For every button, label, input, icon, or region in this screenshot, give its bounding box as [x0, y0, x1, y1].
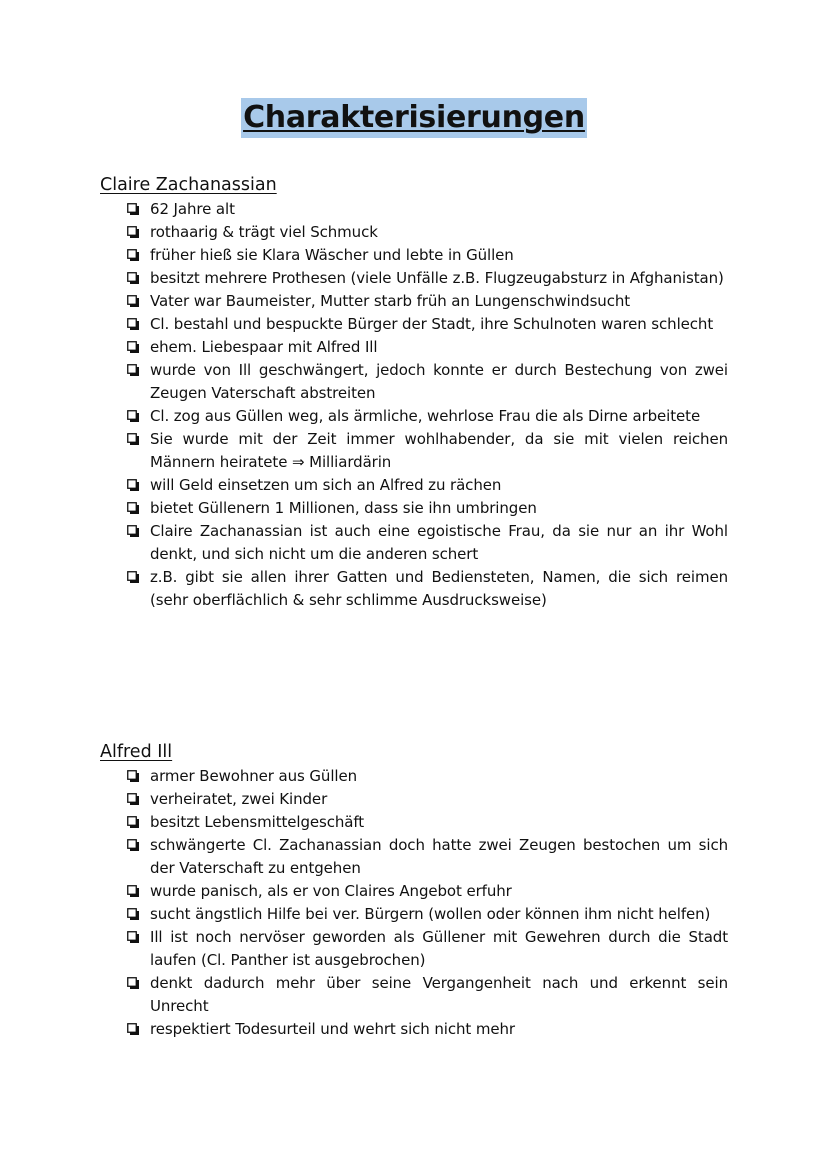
list-item [100, 359, 728, 405]
list-item-text: Cl. zog aus Güllen weg, als ärmliche, wehrlose Frau die als Dirne arbeitete [150, 407, 701, 425]
checkbox-bullet-icon [127, 433, 139, 445]
section-claire [100, 173, 728, 612]
list-item [100, 244, 728, 267]
checkbox-bullet-icon [127, 839, 139, 851]
list-item-text: respektiert Todesurteil und wehrt sich nicht mehr [150, 1020, 515, 1038]
page-title: Charakterisierungen [241, 98, 587, 138]
list-item-text: verheiratet, zwei Kinder [150, 790, 328, 808]
checkbox-bullet-icon [127, 1023, 139, 1035]
list-item-text: besitzt mehrere Prothesen (viele Unfälle z.B. Flugzeugabsturz in Afghanistan) [150, 269, 724, 287]
checkbox-bullet-icon [127, 908, 139, 920]
checkbox-bullet-icon [127, 816, 139, 828]
section-heading-claire: Claire Zachanassian [100, 175, 277, 195]
checkbox-bullet-icon [127, 249, 139, 261]
list-item-text: Claire Zachanassian ist auch eine egoistische Frau, da sie nur an ihr Wohl denkt, und sich nicht um die anderen schert [150, 522, 728, 563]
list-item-text: Cl. bestahl und bespuckte Bürger der Stadt, ihre Schulnoten waren schlecht [150, 315, 714, 333]
checkbox-bullet-icon [127, 793, 139, 805]
checkbox-bullet-icon [127, 571, 139, 583]
list-item-text: denkt dadurch mehr über seine Vergangenheit nach und erkennt sein Unrecht [150, 974, 728, 1015]
list-item-text: sucht ängstlich Hilfe bei ver. Bürgern (wollen oder können ihm nicht helfen) [150, 905, 711, 923]
list-item [100, 290, 728, 313]
checkbox-bullet-icon [127, 502, 139, 514]
list-item-text: Ill ist noch nervöser geworden als Güllener mit Gewehren durch die Stadt laufen (Cl. Panther ist ausgebrochen) [150, 928, 728, 969]
checkbox-bullet-icon [127, 203, 139, 215]
checkbox-bullet-icon [127, 364, 139, 376]
list-item-text: schwängerte Cl. Zachanassian doch hatte zwei Zeugen bestochen um sich der Vaterschaft zu entgehen [150, 836, 728, 877]
list-item-text: Vater war Baumeister, Mutter starb früh an Lungenschwindsucht [150, 292, 631, 310]
checkbox-bullet-icon [127, 770, 139, 782]
list-item-text: früher hieß sie Klara Wäscher und lebte in Güllen [150, 246, 514, 264]
checkbox-bullet-icon [127, 272, 139, 284]
list-item-text: rothaarig & trägt viel Schmuck [150, 223, 378, 241]
list-claire [100, 198, 728, 612]
checkbox-bullet-icon [127, 525, 139, 537]
list-item-text: besitzt Lebensmittelgeschäft [150, 813, 365, 831]
title-block [0, 98, 828, 138]
checkbox-bullet-icon [127, 318, 139, 330]
list-item [100, 267, 728, 290]
list-item [100, 405, 728, 428]
list-item [100, 811, 728, 834]
checkbox-bullet-icon [127, 295, 139, 307]
checkbox-bullet-icon [127, 885, 139, 897]
list-item [100, 926, 728, 972]
list-item [100, 520, 728, 566]
checkbox-bullet-icon [127, 226, 139, 238]
list-item [100, 788, 728, 811]
list-item [100, 221, 728, 244]
list-item-text: bietet Güllenern 1 Millionen, dass sie ihn umbringen [150, 499, 537, 517]
checkbox-bullet-icon [127, 410, 139, 422]
list-alfred [100, 765, 728, 1041]
list-item [100, 765, 728, 788]
list-item-text: ehem. Liebespaar mit Alfred Ill [150, 338, 378, 356]
list-item-text: 62 Jahre alt [150, 200, 235, 218]
list-item-text: z.B. gibt sie allen ihrer Gatten und Bediensteten, Namen, die sich reimen (sehr oberflächlich & sehr schlimme Ausdrucksweise) [150, 568, 728, 609]
checkbox-bullet-icon [127, 479, 139, 491]
list-item [100, 474, 728, 497]
section-alfred [100, 740, 728, 1041]
list-item [100, 972, 728, 1018]
list-item [100, 1018, 728, 1041]
list-item [100, 834, 728, 880]
list-item-text: will Geld einsetzen um sich an Alfred zu rächen [150, 476, 502, 494]
list-item [100, 497, 728, 520]
checkbox-bullet-icon [127, 977, 139, 989]
list-item [100, 336, 728, 359]
list-item [100, 566, 728, 612]
list-item-text: wurde panisch, als er von Claires Angebot erfuhr [150, 882, 512, 900]
list-item [100, 428, 728, 474]
checkbox-bullet-icon [127, 931, 139, 943]
list-item-text: Sie wurde mit der Zeit immer wohlhabender, da sie mit vielen reichen Männern heiratete ⇒ Milliardärin [150, 430, 728, 471]
list-item [100, 903, 728, 926]
list-item [100, 880, 728, 903]
list-item [100, 313, 728, 336]
list-item-text: wurde von Ill geschwängert, jedoch konnte er durch Bestechung von zwei Zeugen Vaterschaft abstreiten [150, 361, 728, 402]
section-heading-alfred: Alfred Ill [100, 742, 173, 762]
checkbox-bullet-icon [127, 341, 139, 353]
list-item-text: armer Bewohner aus Güllen [150, 767, 357, 785]
list-item [100, 198, 728, 221]
